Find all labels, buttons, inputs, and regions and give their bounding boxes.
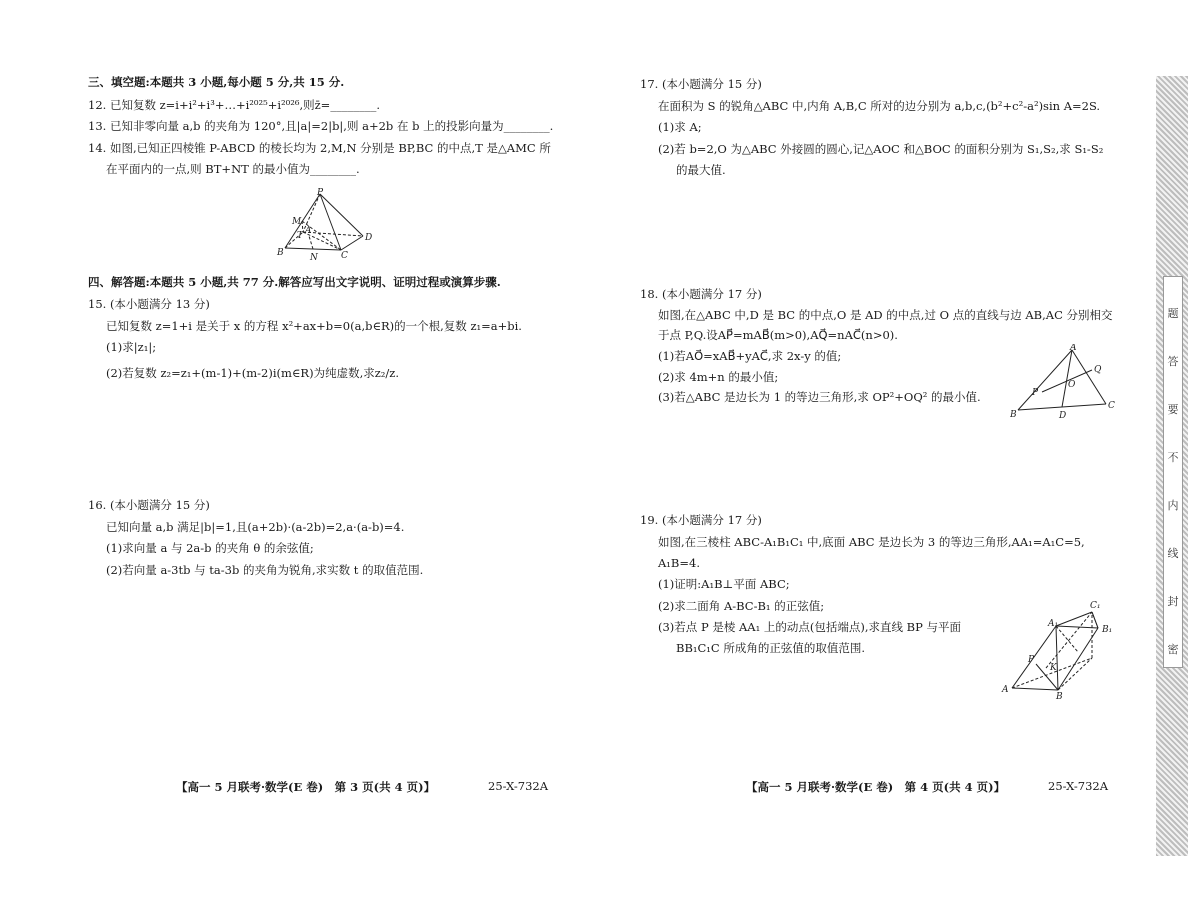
question-18-line-3: (1)若AO⃗=xAB⃗+yAC⃗,求 2x-y 的值; bbox=[658, 349, 842, 363]
footer-code-page-3: 25-X-732A bbox=[488, 779, 549, 793]
prism-label: K bbox=[1050, 663, 1057, 673]
question-16-line-3: (2)若向量 a-3tb 与 ta-3b 的夹角为锐角,求实数 t 的取值范围. bbox=[106, 563, 424, 577]
seal-char: 不 bbox=[1167, 451, 1179, 464]
prism-figure bbox=[998, 598, 1122, 706]
triangle-figure bbox=[1010, 344, 1120, 424]
question-19-header: 19. (本小题满分 17 分) bbox=[640, 513, 762, 527]
question-14-line-1: 14. 如图,已知正四棱锥 P-ABCD 的棱长均为 2,M,N 分别是 BP,BC 的中点,T 是△AMC 所 bbox=[88, 141, 551, 155]
question-13: 13. 已知非零向量 a,b 的夹角为 120°,且|a|=2|b|,则 a+2b 在 b 上的投影向量为________. bbox=[88, 119, 554, 133]
triangle-label: B bbox=[1010, 410, 1017, 420]
question-18-line-5: (3)若△ABC 是边长为 1 的等边三角形,求 OP²+OQ² 的最小值. bbox=[658, 390, 981, 404]
prism-label: P bbox=[1028, 655, 1035, 665]
seal-char: 密 bbox=[1167, 643, 1179, 656]
pyramid-label: B bbox=[277, 248, 284, 258]
seal-strip bbox=[1156, 76, 1188, 856]
triangle-label: C bbox=[1108, 401, 1115, 411]
question-12: 12. 已知复数 z=i+i²+i³+…+i²⁰²⁵+i²⁰²⁶,则z̄=________. bbox=[88, 98, 380, 112]
question-18-line-2: 于点 P,Q.设AP⃗=mAB⃗(m>0),AQ⃗=nAC⃗(n>0). bbox=[658, 328, 898, 342]
seal-char: 答 bbox=[1167, 355, 1179, 368]
footer-page-4: 【高一 5 月联考·数学(E 卷) 第 4 页(共 4 页)】 bbox=[746, 780, 1006, 794]
pyramid-label: C bbox=[341, 251, 348, 261]
question-18-header: 18. (本小题满分 17 分) bbox=[640, 287, 762, 301]
pyramid-label: N bbox=[310, 253, 318, 263]
question-17-line-4: 的最大值. bbox=[676, 163, 726, 177]
triangle-label: P bbox=[1032, 388, 1039, 398]
footer-code-page-4: 25-X-732A bbox=[1048, 779, 1109, 793]
seal-char: 要 bbox=[1167, 403, 1179, 416]
question-19-line-3: (1)证明:A₁B⊥平面 ABC; bbox=[658, 577, 790, 591]
question-19-line-1: 如图,在三棱柱 ABC-A₁B₁C₁ 中,底面 ABC 是边长为 3 的等边三角形,AA₁=A₁C=5, bbox=[658, 535, 1085, 549]
section-fill-blank-heading: 三、填空题:本题共 3 小题,每小题 5 分,共 15 分. bbox=[88, 75, 345, 89]
prism-label: A₁ bbox=[1048, 619, 1059, 629]
prism-label: B₁ bbox=[1102, 625, 1113, 635]
pyramid-label: A bbox=[305, 226, 312, 236]
question-17-header: 17. (本小题满分 15 分) bbox=[640, 77, 762, 91]
seal-char: 封 bbox=[1167, 595, 1179, 608]
prism-label: C₁ bbox=[1090, 601, 1101, 611]
footer-page-3: 【高一 5 月联考·数学(E 卷) 第 3 页(共 4 页)】 bbox=[176, 780, 436, 794]
question-14-line-2: 在平面内的一点,则 BT+NT 的最小值为________. bbox=[106, 162, 360, 176]
question-16-line-2: (1)求向量 a 与 2a-b 的夹角 θ 的余弦值; bbox=[106, 541, 314, 555]
pyramid-label: D bbox=[365, 233, 373, 243]
seal-char: 线 bbox=[1167, 547, 1179, 560]
question-16-header: 16. (本小题满分 15 分) bbox=[88, 498, 210, 512]
pyramid-label: P bbox=[317, 188, 324, 198]
question-15-line-1: 已知复数 z=1+i 是关于 x 的方程 x²+ax+b=0(a,b∈R)的一个根,复数 z₁=a+bi. bbox=[106, 319, 522, 333]
seal-char: 内 bbox=[1167, 499, 1179, 512]
question-19-line-2: A₁B=4. bbox=[658, 556, 700, 570]
section-solutions-heading: 四、解答题:本题共 5 小题,共 77 分.解答应写出文字说明、证明过程或演算步骤. bbox=[88, 275, 501, 289]
question-19-line-4: (2)求二面角 A-BC-B₁ 的正弦值; bbox=[658, 599, 825, 613]
seal-char: 题 bbox=[1167, 307, 1179, 320]
question-19-line-6: BB₁C₁C 所成角的正弦值的取值范围. bbox=[676, 641, 866, 655]
prism-label: B bbox=[1056, 692, 1063, 702]
triangle-label: A bbox=[1070, 344, 1077, 353]
triangle-label: D bbox=[1059, 411, 1067, 420]
question-17-line-2: (1)求 A; bbox=[658, 120, 702, 134]
question-18-line-1: 如图,在△ABC 中,D 是 BC 的中点,O 是 AD 的中点,过 O 点的直线与边 AB,AC 分别相交 bbox=[658, 308, 1113, 322]
triangle-label: Q bbox=[1094, 365, 1102, 375]
question-16-line-1: 已知向量 a,b 满足|b|=1,且(a+2b)·(a-2b)=2,a·(a-b)=4. bbox=[106, 520, 405, 534]
prism-label: A bbox=[1002, 685, 1009, 695]
question-18-line-4: (2)求 4m+n 的最小值; bbox=[658, 370, 779, 384]
question-15-line-2: (1)求|z₁|; bbox=[106, 340, 157, 354]
triangle-label: O bbox=[1068, 380, 1076, 390]
pyramid-label: T bbox=[297, 231, 304, 241]
pyramid-figure bbox=[275, 186, 385, 270]
question-17-line-1: 在面积为 S 的锐角△ABC 中,内角 A,B,C 所对的边分别为 a,b,c,(b²+c²-a²)sin A=2S. bbox=[658, 99, 1101, 113]
seal-text-box bbox=[1163, 276, 1183, 668]
question-15-line-3: (2)若复数 z₂=z₁+(m-1)+(m-2)i(m∈R)为纯虚数,求z₂/z. bbox=[106, 366, 399, 380]
question-19-line-5: (3)若点 P 是棱 AA₁ 上的动点(包括端点),求直线 BP 与平面 bbox=[658, 620, 961, 634]
pyramid-label: M bbox=[292, 217, 302, 227]
question-17-line-3: (2)若 b=2,O 为△ABC 外接圆的圆心,记△AOC 和△BOC 的面积分别为 S₁,S₂,求 S₁-S₂ bbox=[658, 142, 1104, 156]
question-15-header: 15. (本小题满分 13 分) bbox=[88, 297, 210, 311]
page-4 bbox=[600, 0, 1160, 922]
